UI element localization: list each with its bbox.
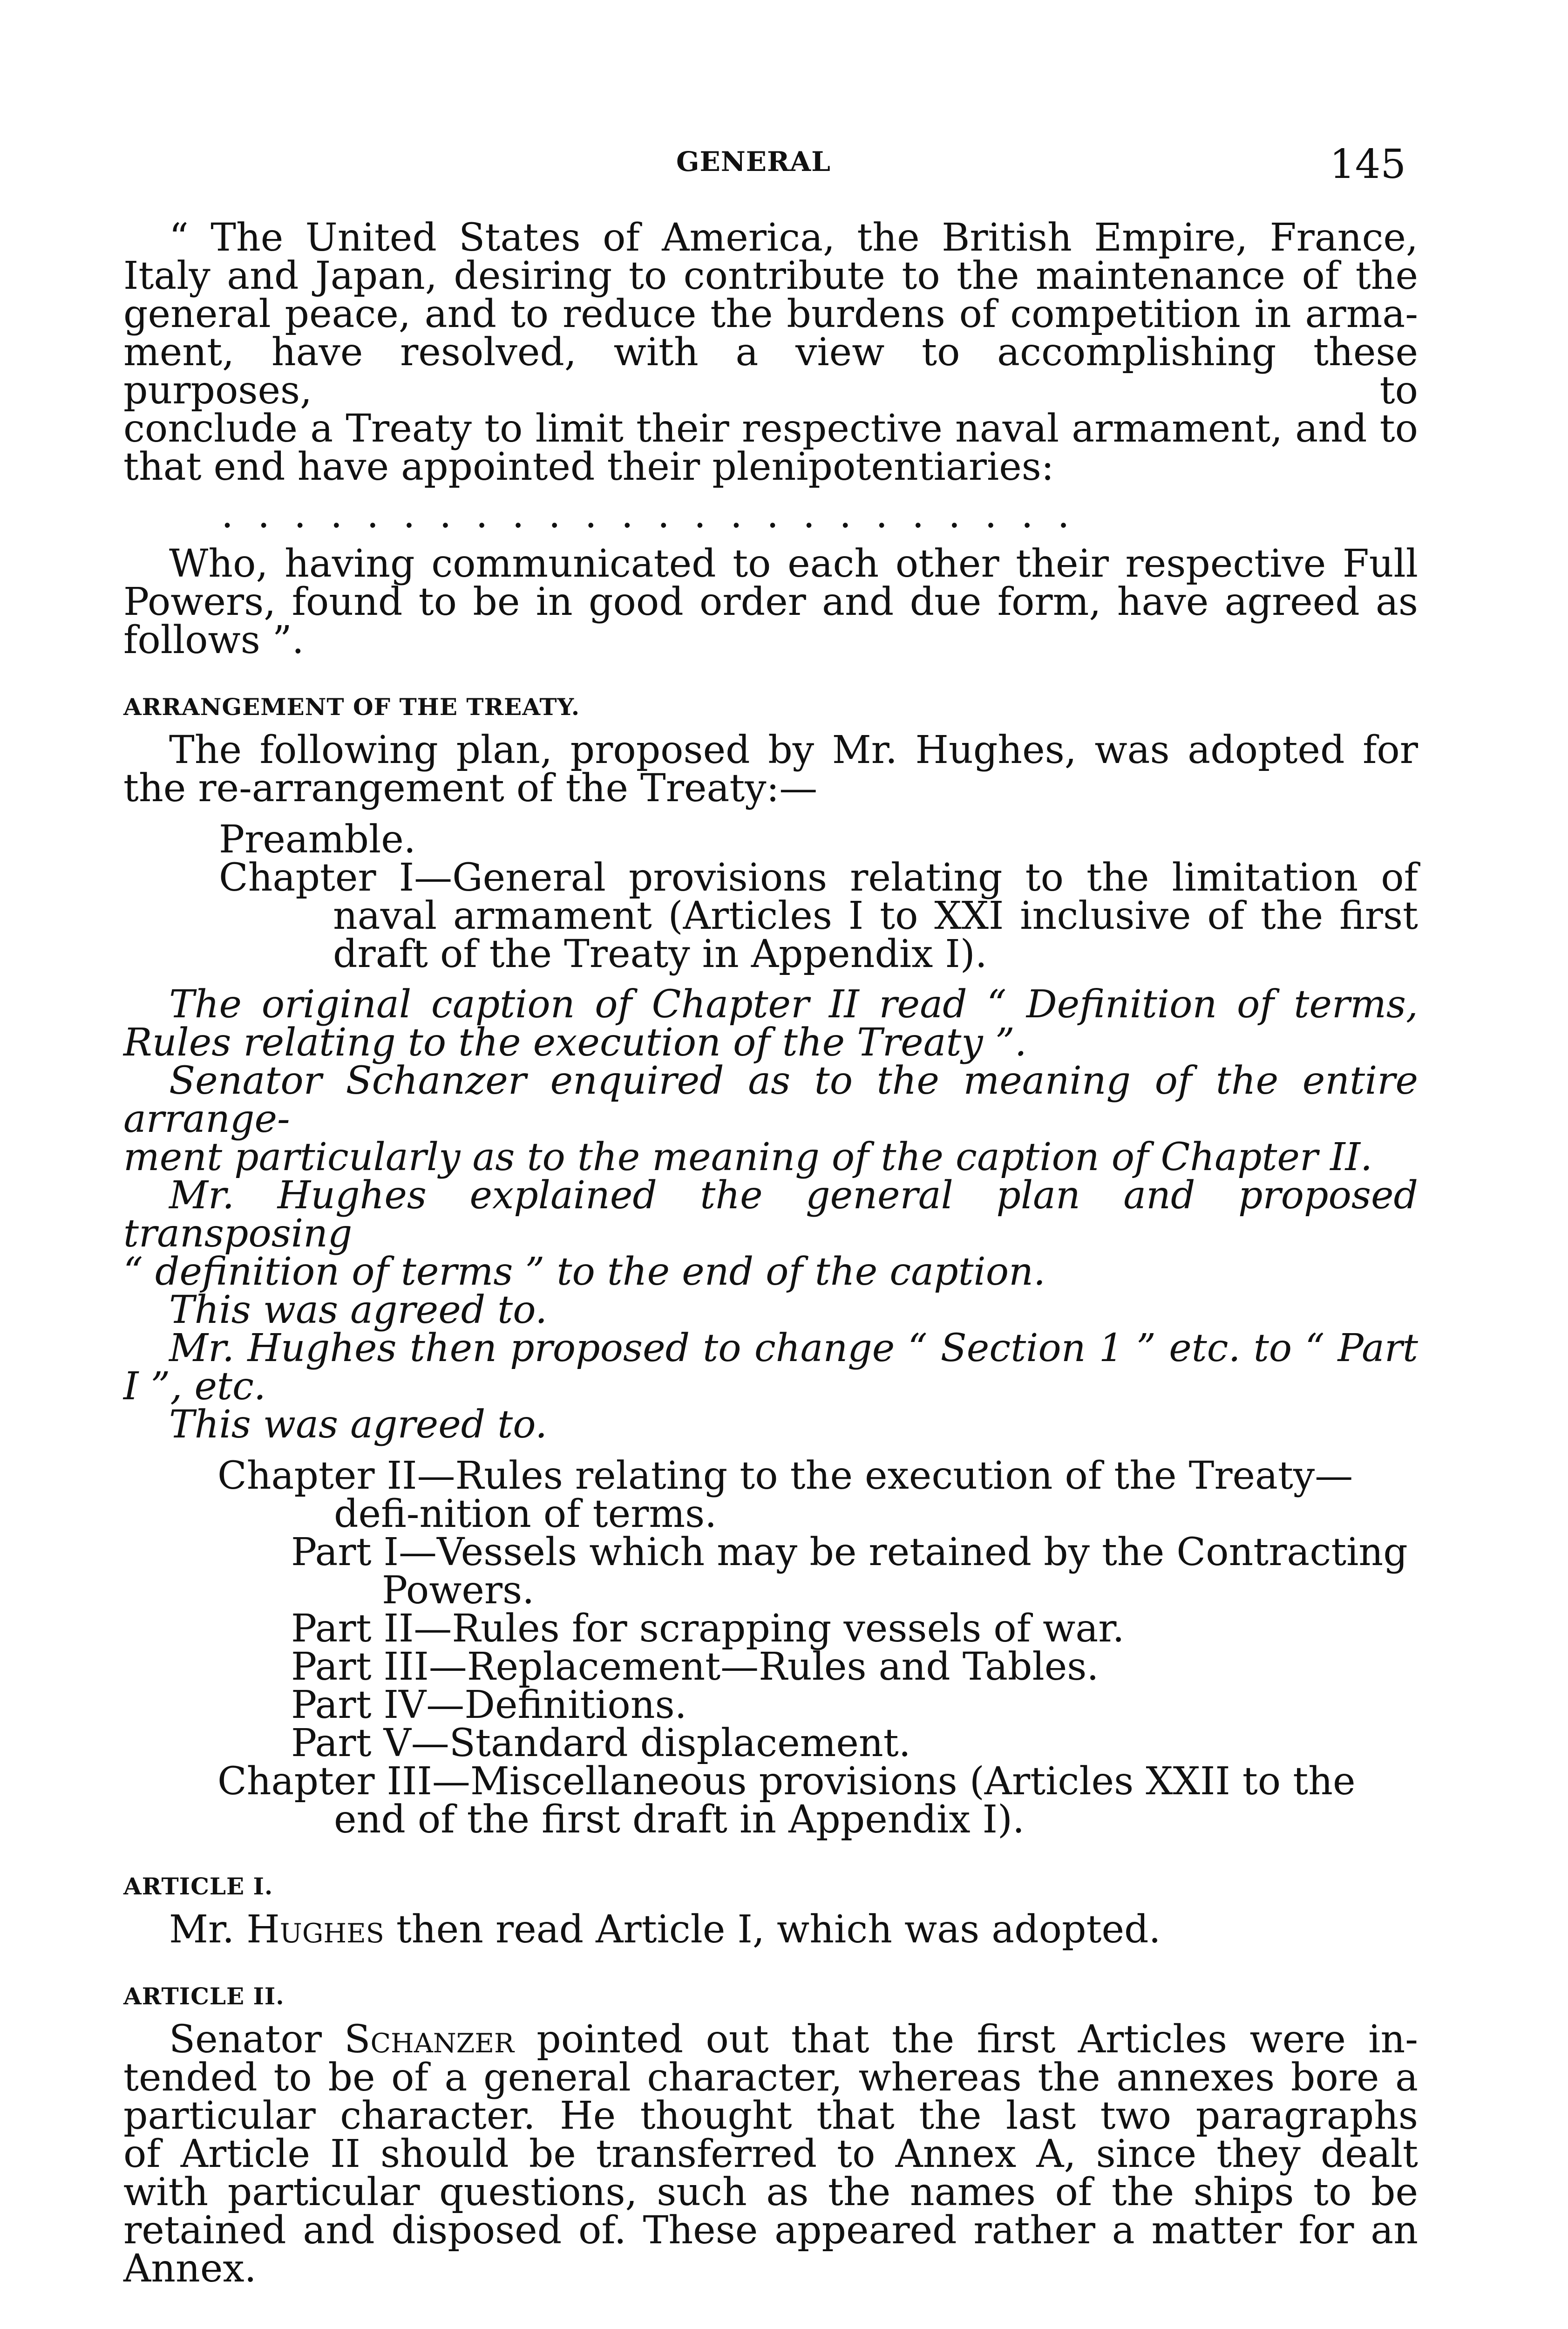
outline-part: Part II—Rules for scrapping vessels of war. (291, 1607, 1125, 1651)
section-heading-arrangement: ARRANGEMENT OF THE TREATY. (123, 693, 580, 721)
treaty-preamble-quote (123, 216, 1418, 662)
outline-chapter-2: Chapter II—Rules relating to the execution of the Treaty—defi-nition of terms. (217, 1454, 1353, 1536)
text-line: the re-arrangement of the Treaty:— (123, 766, 818, 810)
text-line: The following plan, proposed by Mr. Hughes, was adopted for (169, 728, 1418, 772)
section-heading-article-1: ARTICLE I. (123, 1873, 273, 1900)
article-1-text (123, 1907, 1418, 1952)
text-line: general peace, and to reduce the burdens of competition in arma- (123, 292, 1418, 336)
text-line: that end have appointed their plenipotentiaries: (123, 445, 1054, 489)
note-line: This was agreed to. (169, 1403, 548, 1447)
article-2-first-line (123, 2017, 1418, 2062)
outline-chapter-3: Chapter III—Miscellaneous provisions (Articles XXII to the end of the first draft in Appendix I). (217, 1759, 1356, 1842)
text-line: Annex. (123, 2247, 257, 2291)
text-line: “ The United States of America, the British Empire, France, (169, 216, 1418, 260)
running-head: GENERAL (676, 146, 831, 177)
text-run: then read Article I, which was adopted. (396, 1907, 1161, 1952)
outline-part: Part V—Standard displacement. (291, 1721, 911, 1765)
note-line: ment particularly as to the meaning of the caption of Chapter II. (123, 1135, 1373, 1179)
page-number: 145 (1330, 141, 1406, 188)
note-line: The original caption of Chapter II read “ Definition of terms, (169, 982, 1418, 1027)
text-run: Senator (169, 2017, 322, 2062)
treaty-outline-continued (123, 1454, 1418, 1842)
text-line: conclude a Treaty to limit their respective naval armament, and to (123, 407, 1418, 451)
outline-part: Part IV—Definitions. (291, 1683, 687, 1727)
ellipsis-row: ........................ (221, 492, 1094, 537)
speaker-name: Schanzer (344, 2017, 514, 2062)
discussion-notes (123, 982, 1418, 1447)
treaty-outline (123, 817, 1418, 976)
text-line: particular character. He thought that the last two paragraphs (123, 2094, 1418, 2138)
note-line: I ”, etc. (123, 1364, 266, 1409)
outline-part: Part I—Vessels which may be retained by the Contracting Powers. (291, 1530, 1408, 1613)
note-line: This was agreed to. (169, 1288, 548, 1332)
note-line: Mr. Hughes explained the general plan and proposed transposing (123, 1173, 1418, 1256)
note-line: Rules relating to the execution of the Treaty ”. (123, 1021, 1027, 1065)
speaker-name: Hughes (246, 1907, 384, 1952)
outline-chapter-1: Chapter I—General provisions relating to the limitation of naval armament (Articles I to XXI inclusive of the first draft of the Treaty in Appendix I). (219, 856, 1418, 976)
text-line: with particular questions, such as the names of the ships to be (123, 2170, 1418, 2214)
note-line: Senator Schanzer enquired as to the meaning of the entire arrange- (123, 1059, 1418, 1141)
text-run: Mr. (169, 1907, 235, 1952)
text-line: tended to be of a general character, whereas the annexes bore a (123, 2056, 1418, 2100)
outline-preamble: Preamble. (219, 817, 416, 862)
text-line: Powers, found to be in good order and due form, have agreed as (123, 580, 1418, 624)
text-line: follows ”. (123, 618, 304, 662)
text-line: Who, having communicated to each other their respective Full (169, 542, 1418, 586)
body-text (123, 216, 1418, 2291)
note-line: “ definition of terms ” to the end of the caption. (123, 1250, 1046, 1294)
text-line: Italy and Japan, desiring to contribute to the maintenance of the (123, 254, 1418, 298)
text-line: retained and disposed of. These appeared rather a matter for an (123, 2208, 1418, 2253)
text-line: ment, have resolved, with a view to accomplishing these purposes, to (123, 330, 1418, 413)
section-heading-article-2: ARTICLE II. (123, 1982, 285, 2010)
text-run: pointed out that the first Articles were in- (536, 2017, 1418, 2062)
text-line: of Article II should be transferred to Annex A, since they dealt (123, 2132, 1418, 2176)
outline-part: Part III—Replacement—Rules and Tables. (291, 1645, 1099, 1689)
note-line: Mr. Hughes then proposed to change “ Section 1 ” etc. to “ Part (169, 1326, 1418, 1370)
